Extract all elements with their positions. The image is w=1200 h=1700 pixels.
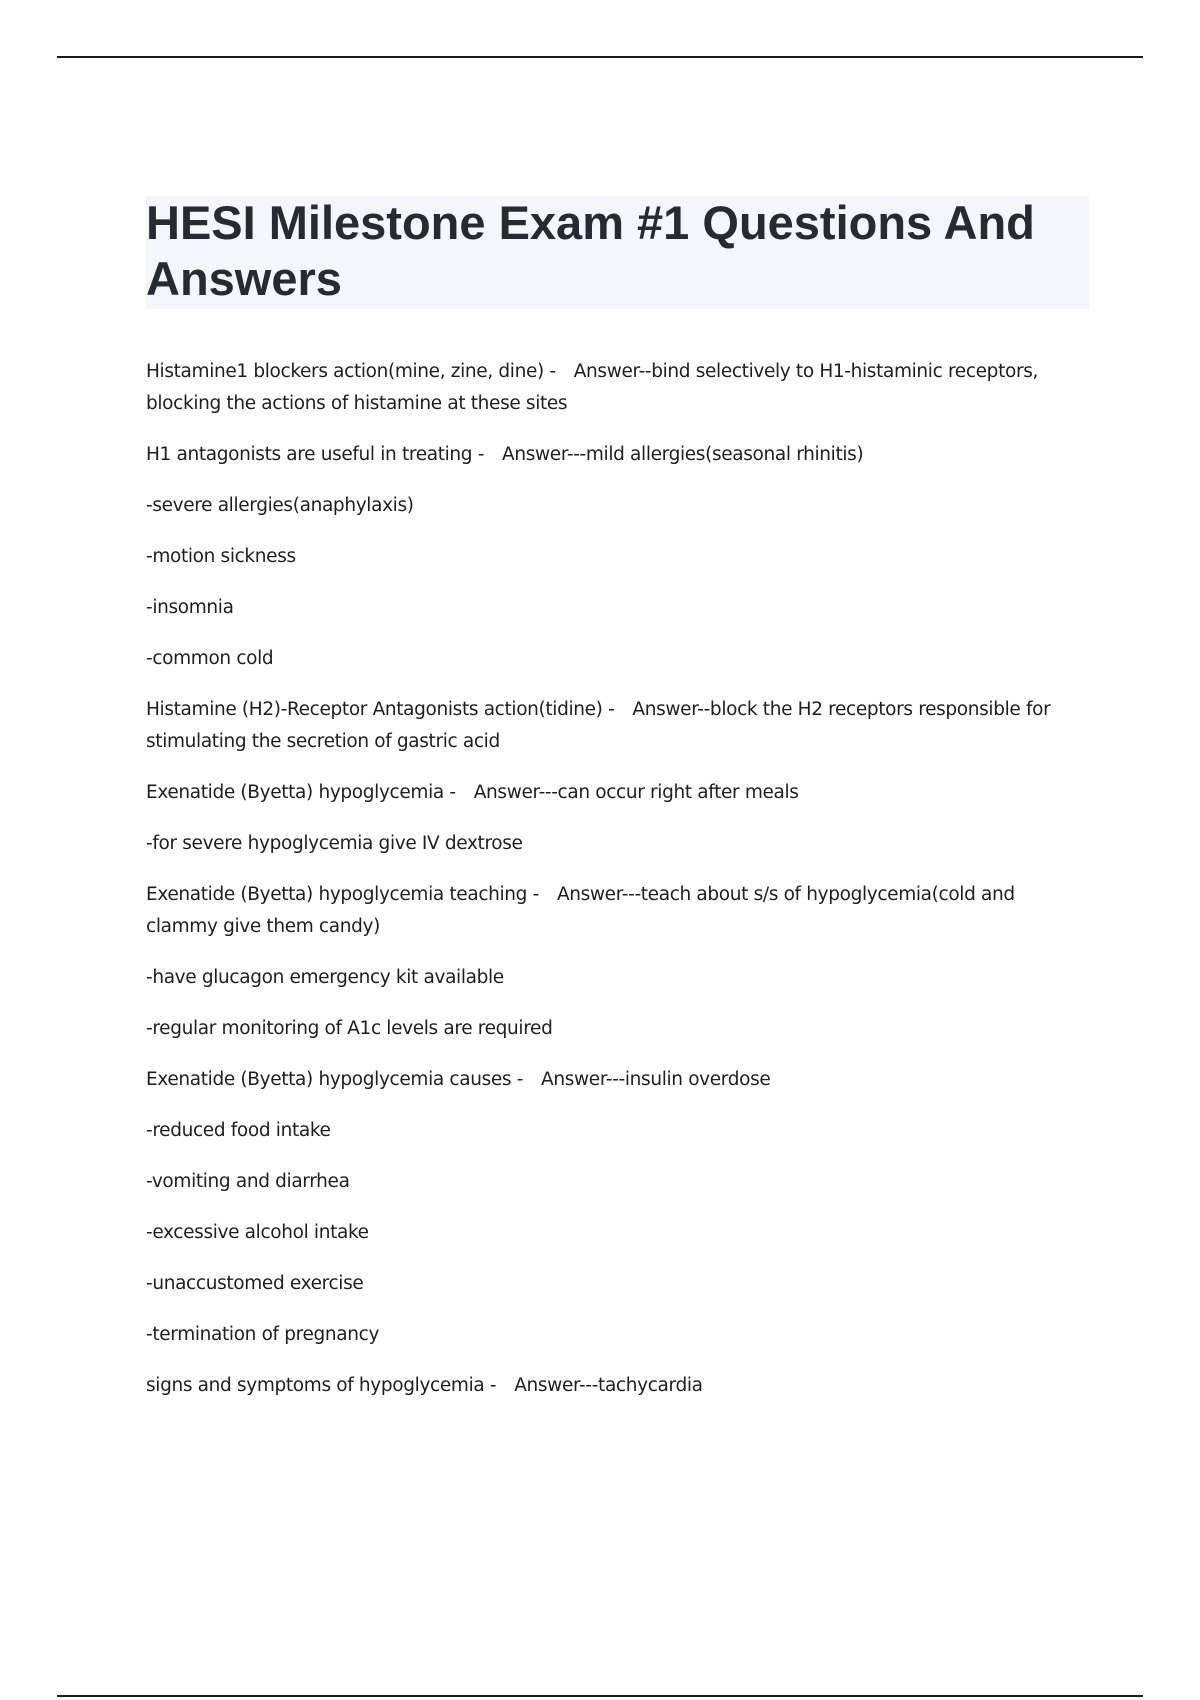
answer-text: Answer---tachycardia (514, 1375, 703, 1396)
list-item: -common cold (146, 648, 274, 669)
answer-text: Answer--bind selectively to H1-histaminic receptors, blocking the actions of histamine at these sites (146, 361, 1039, 414)
qa-entry (146, 1064, 1076, 1096)
answer-text: Answer--block the H2 receptors responsible for stimulating the secretion of gastric acid (146, 699, 1051, 752)
list-item: -excessive alcohol intake (146, 1222, 369, 1243)
question-text: Exenatide (Byetta) hypoglycemia causes - (146, 1069, 524, 1090)
document-body (146, 356, 1076, 1421)
question-text: H1 antagonists are useful in treating - (146, 444, 485, 465)
question-text: Histamine (H2)-Receptor Antagonists action(tidine) - (146, 699, 615, 720)
qa-entry (146, 879, 1076, 943)
top-rule (57, 56, 1143, 58)
list-item: -insomnia (146, 597, 234, 618)
answer-text: Answer---teach about s/s of hypoglycemia(cold and clammy give them candy) (146, 884, 1015, 937)
list-item: -reduced food intake (146, 1120, 331, 1141)
question-text: signs and symptoms of hypoglycemia - (146, 1375, 497, 1396)
list-item: -motion sickness (146, 546, 296, 567)
qa-entry (146, 694, 1076, 758)
list-item: -regular monitoring of A1c levels are required (146, 1018, 553, 1039)
qa-entry (146, 356, 1076, 420)
list-item: -severe allergies(anaphylaxis) (146, 495, 414, 516)
list-item: -termination of pregnancy (146, 1324, 380, 1345)
qa-entry (146, 777, 1076, 809)
bottom-rule (57, 1695, 1143, 1697)
list-item: -vomiting and diarrhea (146, 1171, 350, 1192)
question-text: Exenatide (Byetta) hypoglycemia - (146, 782, 456, 803)
answer-text: Answer---mild allergies(seasonal rhinitis) (502, 444, 864, 465)
question-text: Histamine1 blockers action(mine, zine, dine) - (146, 361, 556, 382)
page-title: HESI Milestone Exam #1 Questions And Answers (146, 196, 1035, 305)
list-item: -have glucagon emergency kit available (146, 967, 504, 988)
question-text: Exenatide (Byetta) hypoglycemia teaching - (146, 884, 539, 905)
answer-text: Answer---can occur right after meals (473, 782, 799, 803)
qa-entry (146, 439, 1076, 471)
answer-text: Answer---insulin overdose (541, 1069, 771, 1090)
list-item: -for severe hypoglycemia give IV dextrose (146, 833, 523, 854)
list-item: -unaccustomed exercise (146, 1273, 364, 1294)
qa-entry (146, 1370, 1076, 1402)
